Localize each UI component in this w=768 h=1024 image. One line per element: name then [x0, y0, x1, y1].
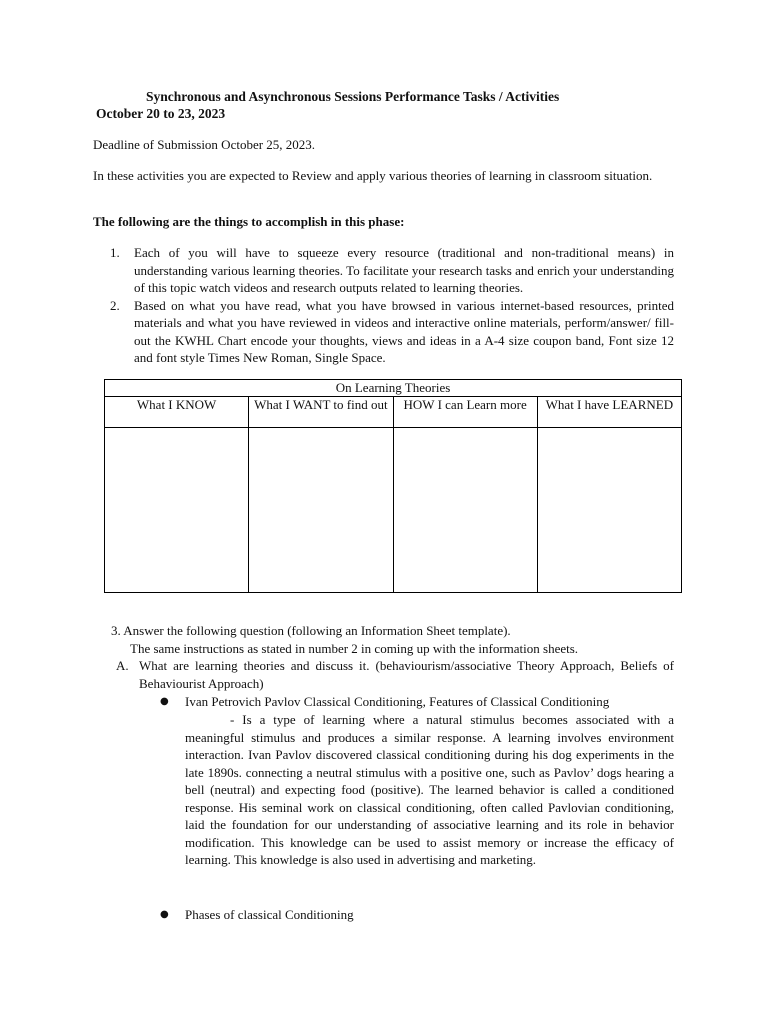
kwhl-header-know: What I KNOW	[105, 397, 249, 428]
list-item	[110, 244, 674, 297]
list-item	[110, 297, 674, 367]
kwhl-cell-know	[105, 428, 249, 593]
bullet-text: Ivan Petrovich Pavlov Classical Conditioning, Features of Classical Conditioning	[185, 694, 610, 709]
bullet-icon: ●	[160, 909, 169, 920]
bullet-item	[160, 906, 674, 924]
kwhl-header-want: What I WANT to find out	[249, 397, 393, 428]
bullet-text: Phases of classical Conditioning	[185, 907, 354, 922]
list-item-text: Based on what you have read, what you have browsed in various internet-based resources, printed materials and what you have reviewed in videos and interactive online materials, perform/answer/ fill-out the KWHL Chart encode your thoughts, views and ideas in a A-4 size coupon band, Font size 12 and font style Times New Roman, Single Space.	[134, 297, 674, 365]
task-list	[110, 244, 674, 367]
kwhl-cell-want	[249, 428, 393, 593]
intro-paragraph: In these activities you are expected to Review and apply various theories of learning in classroom situation.	[93, 168, 653, 183]
page-title: Synchronous and Asynchronous Sessions Performance Tasks / Activities	[146, 89, 560, 104]
pavlov-text: - Is a type of learning where a natural stimulus becomes associated with a meaningful stimulus and produces a similar response. A learning involves environment interaction. Ivan Pavlov discovered classical conditioning during his dog experiments in the late 1890s. connecting a neutral stimulus with a positive one, such as Pavlov’ dogs hearing a bell (neutral) and expecting food (positive). The learned behavior is called a conditioned response. His seminal work on classical conditioning, often called Pavlovian conditioning, laid the foundation for our understanding of associative learning and its role in behavior modification. This knowledge can be used to assist memory or increase the efficacy of learning. This knowledge is also used in advertising and marketing.	[185, 712, 674, 867]
bullet-item	[160, 693, 674, 711]
part-a-text: What are learning theories and discuss it. (behaviourism/associative Theory Approach, Beliefs of Behaviourist Approach)	[139, 658, 674, 691]
list-item-number: 1.	[110, 245, 120, 260]
kwhl-cell-how	[393, 428, 537, 593]
question-3-note: The same instructions as stated in number 2 in coming up with the information sheets.	[130, 641, 579, 656]
pavlov-paragraph	[185, 711, 674, 869]
kwhl-header-how: HOW I can Learn more	[393, 397, 537, 428]
kwhl-chart-table	[104, 379, 682, 593]
kwhl-cell-learned	[537, 428, 681, 593]
accomplish-heading: The following are the things to accomplish in this phase:	[93, 214, 405, 229]
list-item-text: Each of you will have to squeeze every resource (traditional and non-traditional means) in understanding various learning theories. To facilitate your research tasks and enrich your understanding of this topic watch videos and research outputs related to learning theories.	[134, 245, 674, 295]
date-range: October 20 to 23, 2023	[96, 106, 226, 121]
question-part-a	[116, 657, 674, 692]
list-item-number: 2.	[110, 297, 120, 313]
part-a-letter: A.	[116, 658, 129, 673]
kwhl-caption: On Learning Theories	[105, 380, 682, 397]
kwhl-header-learned: What I have LEARNED	[537, 397, 681, 428]
question-3: 3. Answer the following question (following an Information Sheet template).	[111, 623, 511, 638]
bullet-icon: ●	[160, 696, 169, 707]
submission-deadline: Deadline of Submission October 25, 2023.	[93, 137, 316, 152]
